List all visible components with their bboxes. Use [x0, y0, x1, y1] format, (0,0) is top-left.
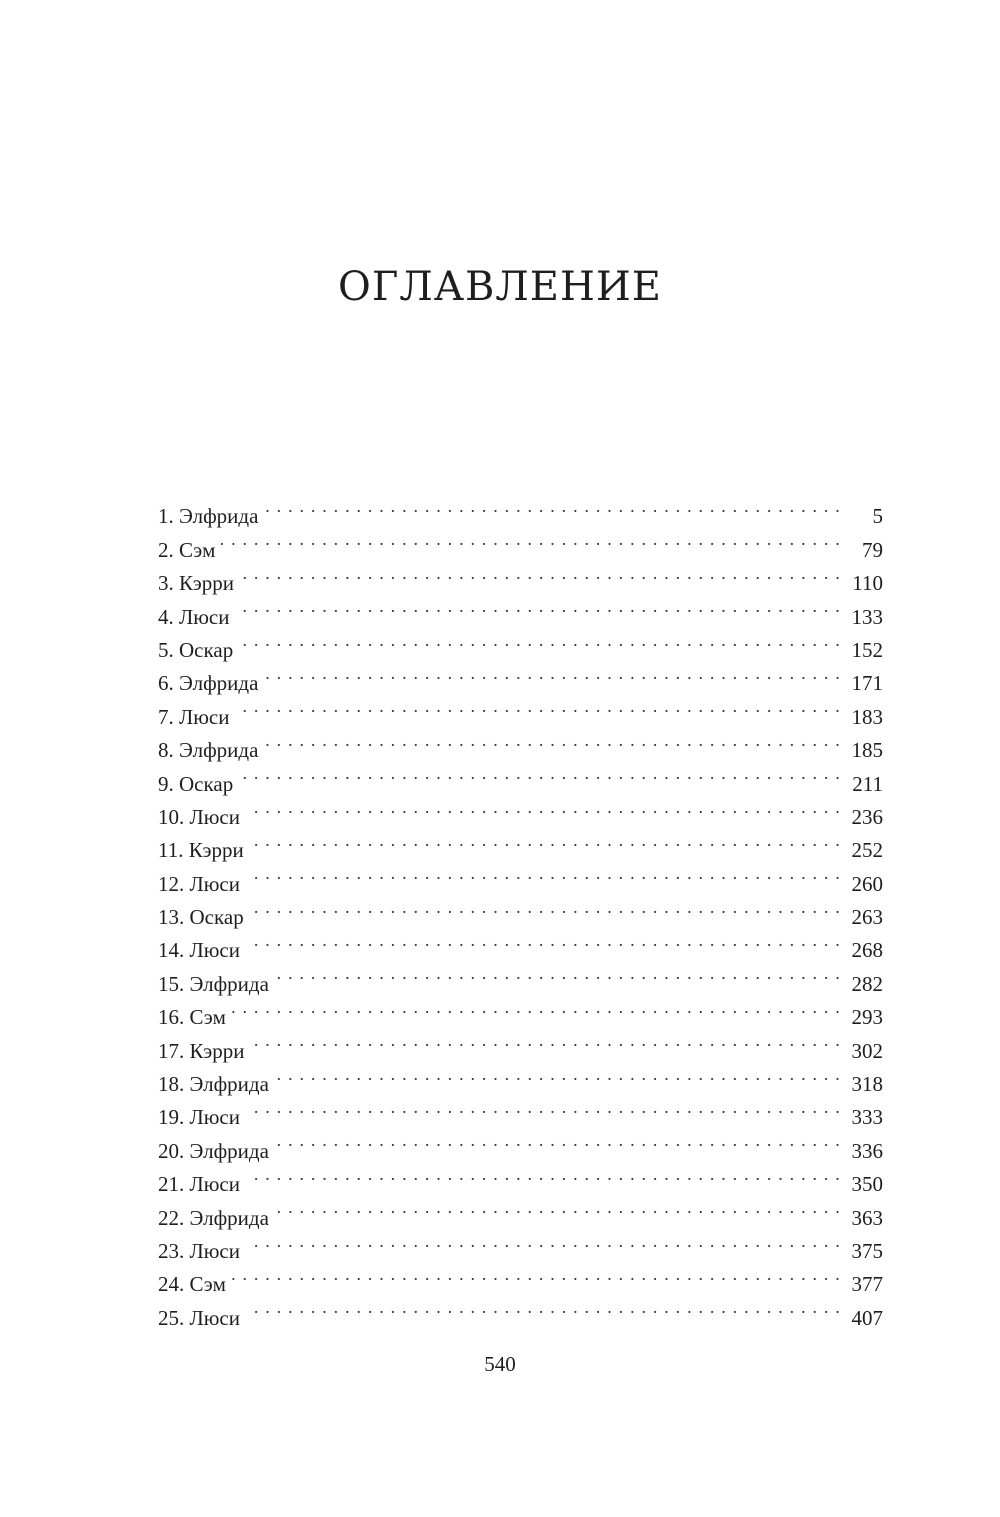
toc-entry[interactable] — [158, 1058, 883, 1097]
toc-entry-title: 18. Элфрида — [158, 1072, 269, 1097]
toc-entry-title: 14. Люси — [158, 938, 240, 963]
toc-entry[interactable] — [158, 1225, 883, 1263]
toc-entry-page: 183 — [851, 704, 883, 729]
toc-entry[interactable] — [158, 791, 883, 829]
toc-entry-page: 333 — [851, 1105, 883, 1130]
toc-entry-title: 8. Элфрида — [158, 738, 259, 763]
toc-entry[interactable] — [158, 924, 883, 963]
dot-leader — [264, 490, 841, 523]
toc-entry-title: 1. Элфрида — [158, 504, 259, 529]
dot-leader — [236, 690, 842, 723]
toc-entry-page: 133 — [851, 604, 883, 629]
toc-entry-page: 375 — [851, 1238, 883, 1263]
toc-entry-page: 185 — [851, 738, 883, 763]
toc-entry[interactable] — [158, 1258, 883, 1297]
dot-leader — [264, 657, 841, 690]
dot-leader — [275, 1058, 841, 1091]
toc-entry-page: 171 — [851, 671, 883, 696]
toc-entry-page: 260 — [851, 871, 883, 896]
toc-entry[interactable] — [158, 1191, 883, 1230]
toc-entry[interactable] — [158, 724, 883, 763]
dot-leader — [264, 724, 841, 757]
toc-entry[interactable] — [158, 957, 883, 996]
toc-entry[interactable] — [158, 1124, 883, 1163]
toc-entry-title: 11. Кэрри — [158, 838, 244, 863]
toc-entry[interactable] — [158, 991, 883, 1030]
toc-entry-title: 16. Сэм — [158, 1005, 226, 1030]
toc-entry[interactable] — [158, 824, 883, 863]
dot-leader — [246, 924, 841, 957]
toc-entry-title: 6. Элфрида — [158, 671, 259, 696]
dot-leader — [250, 824, 841, 857]
toc-entry[interactable] — [158, 857, 883, 896]
toc-entry-page: 336 — [851, 1138, 883, 1163]
dot-leader — [246, 857, 841, 890]
toc-entry[interactable] — [158, 891, 883, 930]
dot-leader — [275, 1124, 841, 1157]
toc-entry-title: 9. Оскар — [158, 771, 234, 796]
dot-leader — [246, 1225, 841, 1258]
toc-entry-page: 79 — [862, 537, 883, 562]
dot-leader — [275, 957, 841, 990]
dot-leader — [250, 891, 841, 924]
toc-entry[interactable] — [158, 557, 883, 596]
toc-entry-title: 19. Люси — [158, 1105, 240, 1130]
toc-entry-title: 4. Люси — [158, 604, 230, 629]
toc-entry-page: 268 — [851, 938, 883, 963]
toc-entry[interactable] — [158, 590, 883, 629]
toc-entry-page: 152 — [851, 637, 883, 662]
toc-entry[interactable] — [158, 523, 883, 562]
toc-entry-page: 350 — [851, 1172, 883, 1197]
dot-leader — [239, 757, 841, 790]
dot-leader — [221, 523, 841, 556]
toc-entry-page: 282 — [851, 971, 883, 996]
toc-entry-title: 2. Сэм — [158, 537, 216, 562]
toc-entry-page: 377 — [851, 1272, 883, 1297]
toc-entry-title: 7. Люси — [158, 704, 230, 729]
toc-entry[interactable] — [158, 657, 883, 696]
toc-entry-page: 252 — [851, 838, 883, 863]
toc-entry-title: 15. Элфрида — [158, 971, 269, 996]
page-number: 540 — [484, 1352, 516, 1376]
toc-entry-page: 302 — [851, 1038, 883, 1063]
toc-entry-title: 21. Люси — [158, 1172, 240, 1197]
toc-entry[interactable] — [158, 1091, 883, 1130]
dot-leader — [246, 1158, 841, 1191]
dot-leader — [232, 991, 841, 1024]
toc-entry-page: 5 — [872, 504, 883, 529]
toc-entry-page: 211 — [852, 771, 883, 796]
toc-entry-title: 17. Кэрри — [158, 1038, 245, 1063]
toc-entry[interactable] — [158, 1024, 883, 1063]
toc-entry-title: 23. Люси — [158, 1238, 240, 1263]
dot-leader — [239, 624, 841, 657]
toc-entry-title: 5. Оскар — [158, 637, 234, 662]
toc-entry-page: 293 — [851, 1005, 883, 1030]
dot-leader — [240, 557, 841, 590]
toc-entry[interactable] — [158, 1291, 883, 1330]
dot-leader — [275, 1191, 841, 1224]
toc-entry-title: 24. Сэм — [158, 1272, 226, 1297]
toc-entry-title: 12. Люси — [158, 871, 240, 896]
toc-entry[interactable] — [158, 1158, 883, 1197]
toc-entry-title: 22. Элфрида — [158, 1205, 269, 1230]
table-of-contents — [158, 490, 883, 1330]
toc-entry[interactable] — [158, 690, 883, 729]
dot-leader — [246, 1091, 841, 1124]
dot-leader — [232, 1258, 841, 1291]
dot-leader — [236, 590, 842, 623]
toc-entry-title: 10. Люси — [158, 804, 240, 829]
toc-entry[interactable] — [158, 624, 883, 662]
toc-entry-page: 407 — [851, 1305, 883, 1330]
dot-leader — [250, 1024, 841, 1057]
dot-leader — [246, 1291, 841, 1324]
toc-entry-page: 363 — [851, 1205, 883, 1230]
toc-entry[interactable] — [158, 490, 883, 529]
page-title: ОГЛАВЛЕНИЕ — [338, 263, 662, 310]
toc-entry-title: 25. Люси — [158, 1305, 240, 1330]
toc-entry-title: 13. Оскар — [158, 905, 244, 930]
toc-entry-page: 263 — [851, 905, 883, 930]
toc-entry-page: 110 — [852, 571, 883, 596]
toc-entry-page: 318 — [851, 1072, 883, 1097]
toc-entry-title: 20. Элфрида — [158, 1138, 269, 1163]
toc-entry-title: 3. Кэрри — [158, 571, 234, 596]
toc-entry[interactable] — [158, 757, 883, 796]
toc-entry-page: 236 — [851, 804, 883, 829]
dot-leader — [246, 791, 841, 824]
